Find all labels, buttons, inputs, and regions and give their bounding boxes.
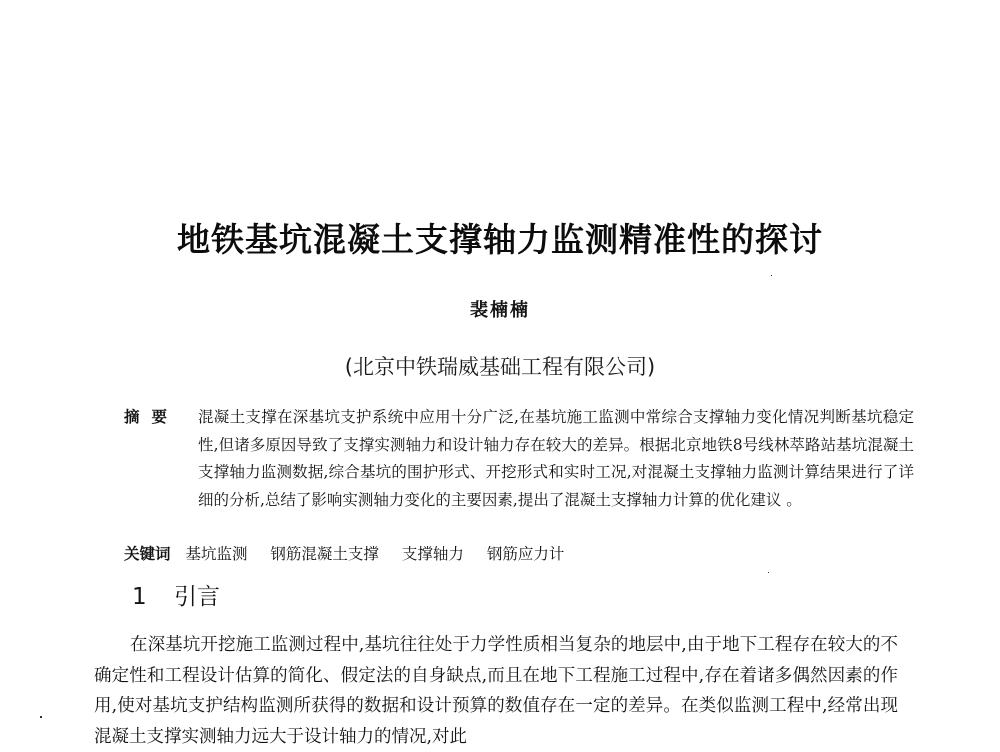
keyword-item: 钢筋应力计 bbox=[486, 545, 565, 563]
abstract-label: 摘要 bbox=[124, 408, 180, 426]
paper-title: 地铁基坑混凝土支撑轴力监测精准性的探讨 bbox=[177, 220, 823, 259]
abstract-block bbox=[124, 404, 914, 514]
author-affiliation: (北京中铁瑞威基础工程有限公司) bbox=[344, 355, 656, 379]
section-title: 引言 bbox=[173, 584, 220, 610]
body-text bbox=[94, 630, 898, 752]
scan-speck bbox=[771, 275, 772, 276]
keywords-label: 关键词 bbox=[124, 545, 171, 563]
keywords-block bbox=[124, 541, 914, 568]
keyword-item: 基坑监测 bbox=[185, 545, 248, 563]
scan-speck bbox=[768, 572, 769, 573]
keyword-item: 支撑轴力 bbox=[401, 545, 464, 563]
scan-speck bbox=[40, 716, 42, 718]
section-heading bbox=[132, 580, 220, 614]
keyword-item: 钢筋混凝土支撑 bbox=[270, 545, 379, 563]
section-number: 1 bbox=[132, 584, 147, 610]
abstract-text: 混凝土支撑在深基坑支护系统中应用十分广泛,在基坑施工监测中常综合支撑轴力变化情况判断基坑稳定性,但诸多原因导致了支撑实测轴力和设计轴力存在较大的差异。根据北京地铁8号线林萃路站基坑混凝土支撑轴力监测数据,综合基坑的围护形式、开挖形式和实时工况,对混凝土支撑轴力监测计算结果进行了详细的分析,总结了影响实测轴力变化的主要因素,提出了混凝土支撑轴力计算的优化建议 。 bbox=[198, 408, 914, 509]
author-name: 裴楠楠 bbox=[470, 300, 530, 321]
body-paragraph: 在深基坑开挖施工监测过程中,基坑往往处于力学性质相当复杂的地层中,由于地下工程存在较大的不确定性和工程设计估算的简化、假定法的自身缺点,而且在地下工程施工过程中,存在着诸多偶然因素的作用,使对基坑支护结构监测所获得的数据和设计预算的数值存在一定的差异。在类似监测工程中,经常出现混凝土支撑实测轴力远大于设计轴力的情况,对此 bbox=[94, 635, 898, 747]
